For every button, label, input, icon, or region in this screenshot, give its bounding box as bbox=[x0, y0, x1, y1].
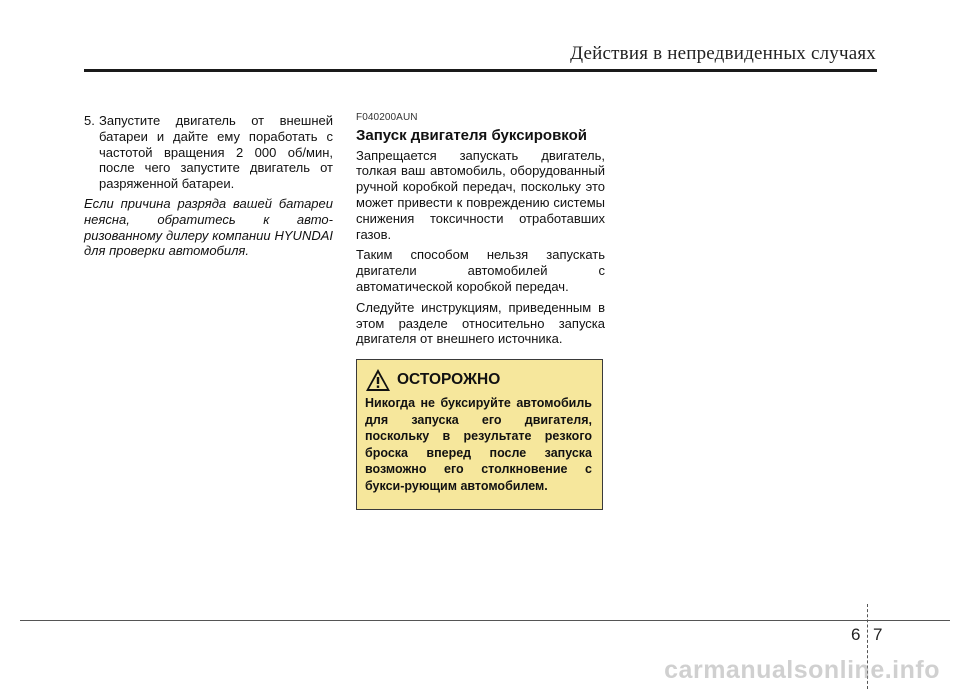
right-column bbox=[356, 110, 605, 352]
section-heading: Запуск двигателя буксировкой bbox=[356, 126, 587, 144]
warning-box bbox=[356, 359, 603, 510]
header-rule bbox=[84, 69, 877, 72]
step-text: Запустите двигатель от внешней батареи и дайте ему поработать с частотой вращения 2 000 об/мин, после чего запустите двигатель от разряженной батареи. bbox=[99, 113, 333, 192]
page-header-title: Действия в непредвиденных случаях bbox=[570, 43, 876, 64]
page-number: 7 bbox=[873, 625, 883, 644]
chapter-number: 6 bbox=[851, 625, 861, 644]
warning-title: ОСТОРОЖНО bbox=[397, 371, 501, 388]
warning-header bbox=[365, 368, 592, 392]
dealer-note: Если причина разряда вашей батареи неясна, обратитесь к авто-ризованному дилеру компании HYUNDAI для проверки автомобиля. bbox=[84, 195, 333, 259]
paragraph-1: Запрещается запускать двигатель, толкая ваш автомобиль, оборудованный ручной коробкой передач, поскольку это может привести к повреждению системы снижения токсичности отработавших газов. bbox=[356, 147, 605, 242]
paragraph-2: Таким способом нельзя запускать двигатели автомобилей с автоматической коробкой передач. bbox=[356, 247, 605, 294]
watermark: carmanualsonline.info bbox=[664, 656, 940, 684]
footer-rule bbox=[20, 620, 950, 621]
warning-text: Никогда не буксируйте автомобиль для запуска его двигателя, поскольку в результате резкого броска вперед после запуска возможно его столкновение с букси-рующим автомобилем. bbox=[365, 396, 592, 493]
step-item bbox=[84, 113, 333, 192]
section-code: F040200AUN bbox=[356, 112, 418, 123]
warning-triangle-icon bbox=[365, 368, 391, 392]
paragraph-3: Следуйте инструкциям, приведенным в этом разделе относительно запуска двигателя от внешнего источника. bbox=[356, 299, 605, 347]
left-column bbox=[84, 113, 333, 259]
step-number: 5. bbox=[84, 113, 95, 128]
